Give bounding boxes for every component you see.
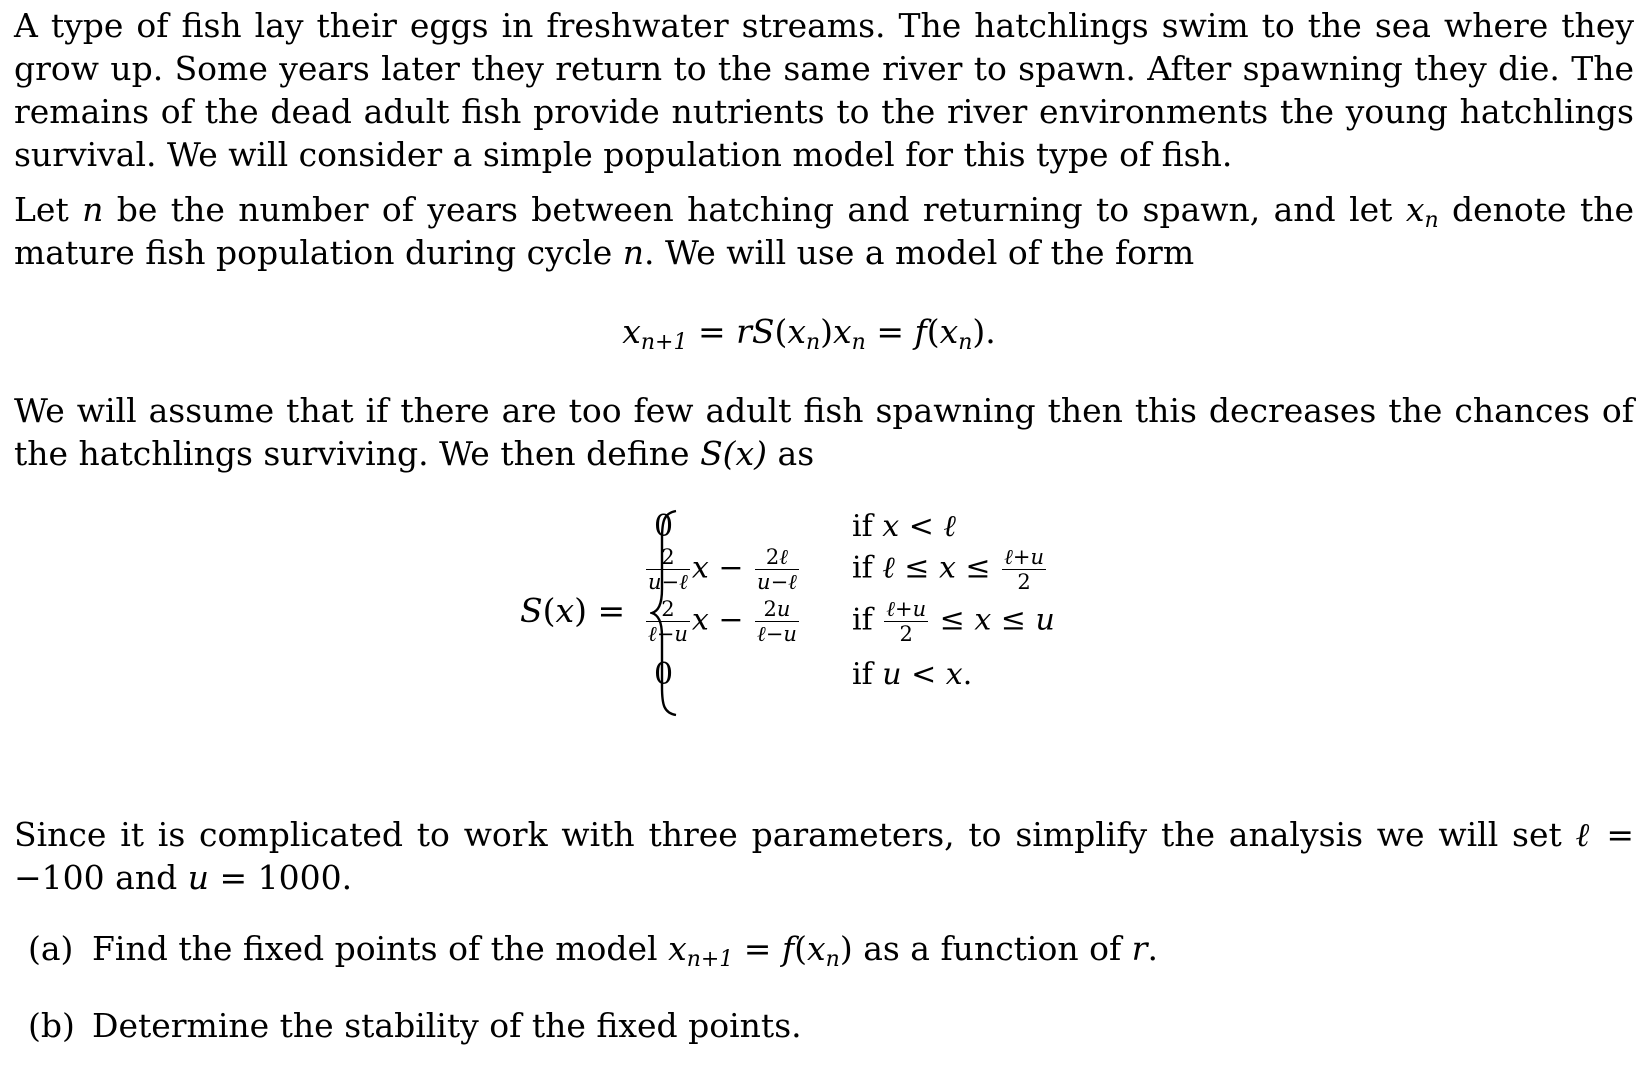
case1-expression: 0 — [654, 509, 674, 544]
document-page — [14, 4, 1634, 1081]
piecewise-lhs: S(x) = — [520, 591, 626, 630]
question-list — [14, 927, 1634, 1047]
assumption-paragraph: We will assume that if there are too few adult fish spawning then this decreases the chances of the hatchlings surviving. We then define S(x) as — [14, 391, 1634, 473]
case4-condition: if u < x. — [852, 657, 973, 692]
case2-expression: $\frac{2}{\text{u−ℓ}}$ x − $\frac{\text{2ℓ}}{\text{u−ℓ}}$ — [648, 545, 797, 594]
case2-condition: if ℓ ≤ x ≤ $\frac{\text{ℓ+u}}{2}$ — [852, 545, 1044, 594]
case3-condition: if $\frac{\text{ℓ+u}}{2}$ ≤ x ≤ u — [852, 597, 1055, 646]
case1-condition: if x < ℓ — [852, 509, 956, 544]
piecewise-definition — [14, 505, 1634, 725]
case3-expression: $\frac{2}{\text{ℓ−u}}$ x − $\frac{2u}{\text{ℓ−u}}$ — [648, 597, 797, 646]
intro-paragraph: A type of fish lay their eggs in freshwater streams. The hatchlings swim to the sea where they grow up. Some years later they return to the same river to spawn. After spawning they die. The remains of the dead adult fish provide nutrients to the river environments the young hatchlings survival. We will consider a simple population model for this type of fish. — [14, 6, 1634, 174]
definition-paragraph: Let n be the number of years between hatching and returning to spawn, and let $x_n$ denote the mature fish population during cycle n. We will use a model of the form — [14, 190, 1634, 272]
model-equation: $x_{n+1} = rS(x_n)x_n = f(x_n)$. — [622, 312, 996, 355]
parameter-paragraph: Since it is complicated to work with three parameters, to simplify the analysis we will set ℓ = −100 and u = 1000. — [14, 815, 1635, 897]
question-b: (b) Determine the stability of the fixed points. — [28, 1006, 802, 1045]
question-a: (a) Find the fixed points of the model $x_{n+1} = f(x_n)$ as a function of r. — [28, 929, 1158, 972]
case4-expression: 0 — [654, 657, 674, 692]
